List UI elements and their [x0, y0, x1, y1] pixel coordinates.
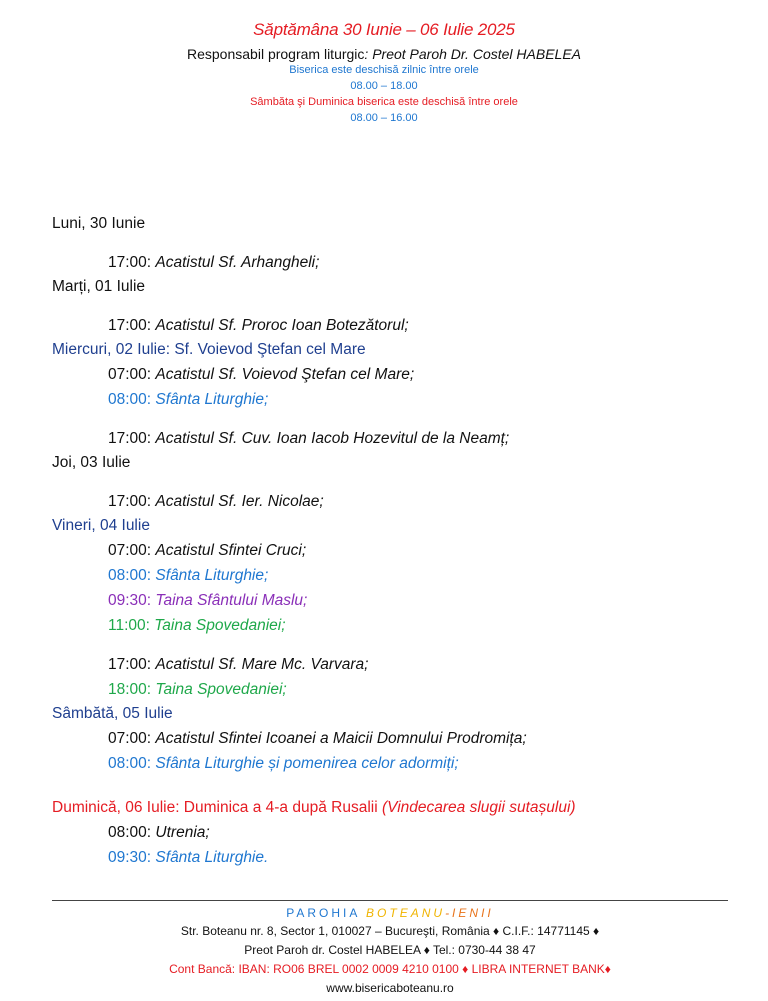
event-item [52, 845, 752, 870]
parish-name [52, 905, 728, 922]
footer-divider [52, 900, 728, 901]
event-time: 08:00: [108, 755, 152, 772]
event-item [52, 652, 752, 677]
event-item [52, 426, 752, 451]
day-saturday: Sâmbătă, 05 Iulie [52, 705, 173, 722]
event-item [52, 563, 752, 588]
bank-account-line: Cont Bancă: IBAN: RO06 BREL 0002 0009 4210 0100 ♦ LIBRA INTERNET BANK♦ [169, 962, 611, 976]
event-item [52, 250, 752, 275]
event-time: 17:00: [108, 430, 152, 447]
day-friday: Vineri, 04 Iulie [52, 517, 150, 534]
event-name: Sfânta Liturghie; [155, 391, 269, 408]
weekend-hours: 08.00 – 16.00 [350, 112, 418, 124]
event-time: 18:00: [108, 681, 152, 698]
event-time: 09:30: [108, 592, 152, 609]
event-name: Acatistul Sf. Voievod Ştefan cel Mare; [155, 366, 415, 383]
event-item [52, 538, 752, 563]
event-item [52, 362, 752, 387]
event-name: Taina Sfântului Maslu; [155, 592, 308, 609]
event-name: Acatistul Sfintei Cruci; [155, 542, 307, 559]
event-time: 11:00: [108, 617, 150, 634]
event-name: Sfânta Liturghie și pomenirea celor adormiți; [155, 755, 459, 772]
feast-name: (Vindecarea slugii sutașului) [381, 799, 576, 816]
event-item [52, 751, 752, 776]
event-name: Utrenia; [155, 824, 210, 841]
website-link[interactable]: www.bisericaboteanu.ro [326, 981, 454, 995]
event-name: Taina Spovedaniei; [155, 681, 287, 698]
week-title: Săptămâna 30 Iunie – 06 Iulie 2025 [253, 20, 515, 39]
event-item [52, 677, 752, 702]
event-name: Taina Spovedaniei; [154, 617, 286, 634]
day-thursday: Joi, 03 Iulie [52, 454, 131, 471]
event-name: Acatistul Sf. Cuv. Ioan Iacob Hozevitul de la Neamț; [155, 430, 510, 447]
parish-ienii: -IENII [445, 906, 494, 920]
event-time: 17:00: [108, 317, 152, 334]
address-line: Str. Boteanu nr. 8, Sector 1, 010027 – Bucureşti, România ♦ C.I.F.: 14771145 ♦ [180, 924, 600, 938]
event-item [52, 726, 752, 751]
weekly-schedule [52, 212, 752, 870]
event-time: 09:30: [108, 849, 152, 866]
event-name: Acatistul Sf. Proroc Ioan Botezătorul; [155, 317, 409, 334]
event-time: 17:00: [108, 254, 152, 271]
event-time: 08:00: [108, 391, 152, 408]
event-time: 08:00: [108, 824, 152, 841]
event-name: Acatistul Sf. Mare Mc. Varvara; [155, 656, 369, 673]
event-item [52, 489, 752, 514]
event-name: Acatistul Sf. Arhangheli; [155, 254, 320, 271]
event-item [52, 613, 752, 638]
event-item [52, 313, 752, 338]
day-sunday [52, 796, 752, 820]
responsible-line [0, 46, 768, 62]
event-time: 17:00: [108, 656, 152, 673]
event-time: 08:00: [108, 567, 152, 584]
weekday-hours: 08.00 – 18.00 [350, 80, 418, 92]
priest-contact-line: Preot Paroh dr. Costel HABELEA ♦ Tel.: 0730-44 38 47 [244, 943, 536, 957]
event-name: Sfânta Liturghie; [155, 567, 269, 584]
parish-footer [52, 900, 728, 998]
weekend-hours-label: Sâmbăta şi Duminica biserica este deschisă între orele [250, 96, 518, 108]
parish-boteanu: BOTEANU [366, 906, 446, 920]
event-time: 07:00: [108, 366, 152, 383]
schedule-header [0, 20, 768, 126]
event-name: Sfânta Liturghie. [155, 849, 269, 866]
parish-word: PAROHIA [286, 906, 367, 920]
event-name: Acatistul Sf. Ier. Nicolae; [155, 493, 324, 510]
event-name: Acatistul Sfintei Icoanei a Maicii Domnului Prodromița; [155, 730, 527, 747]
weekday-hours-label: Biserica este deschisă zilnic între orele [289, 64, 479, 76]
event-item [52, 820, 752, 845]
day-monday: Luni, 30 Iunie [52, 215, 146, 232]
day-sunday-label: Duminică, 06 Iulie: Duminica a 4-a după Rusalii [52, 799, 378, 816]
event-time: 07:00: [108, 730, 152, 747]
responsible-name: : Preot Paroh Dr. Costel HABELEA [364, 46, 581, 62]
day-wednesday: Miercuri, 02 Iulie: Sf. Voievod Ştefan cel Mare [52, 341, 366, 358]
event-item [52, 387, 752, 412]
responsible-label: Responsabil program liturgic [187, 46, 365, 62]
event-time: 07:00: [108, 542, 152, 559]
event-item [52, 588, 752, 613]
event-time: 17:00: [108, 493, 152, 510]
day-tuesday: Marți, 01 Iulie [52, 278, 146, 295]
